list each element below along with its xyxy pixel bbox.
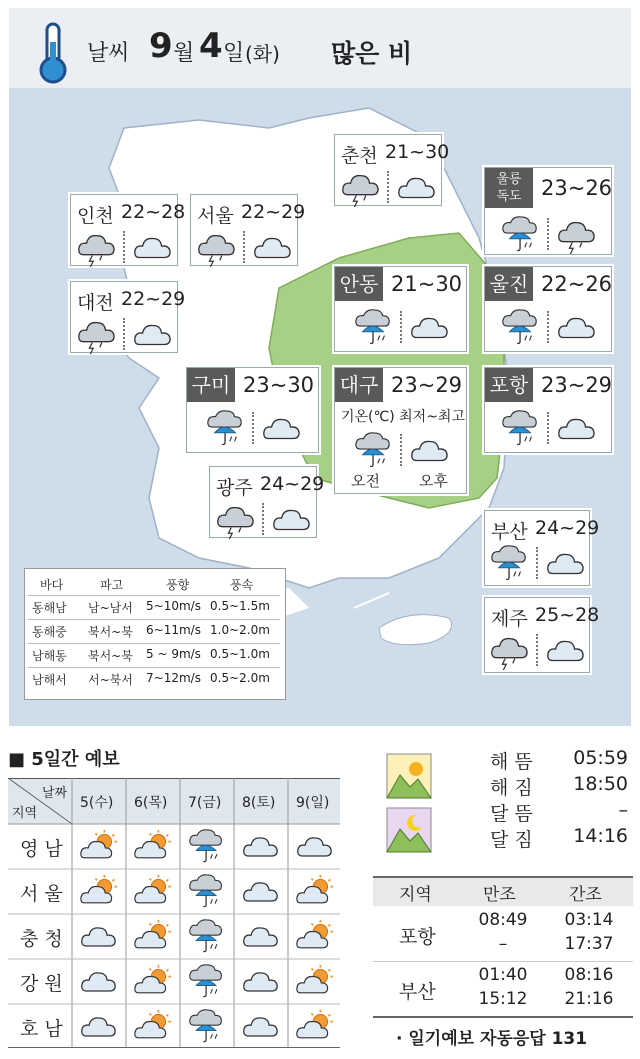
city-card [334, 266, 467, 352]
city-temp: 21~30 [391, 272, 463, 296]
forecast-region-label: 서 울 [20, 883, 63, 905]
tide-low-time: 21:16 [564, 989, 614, 1009]
partly-cloudy-icon [79, 829, 119, 865]
partly-cloudy-icon [295, 1009, 335, 1045]
city-card [334, 134, 450, 206]
footer-phone-service: · 일기예보 자동응답 131 [396, 1029, 588, 1049]
cloudy-icon [270, 501, 314, 539]
cloudy-icon [260, 410, 304, 448]
city-name: 제주 [491, 608, 528, 630]
sun-moon-label: 해 뜸 [490, 751, 533, 773]
cloudy-icon [555, 309, 599, 347]
rain-umbrella-icon [187, 829, 227, 865]
city-card [484, 367, 612, 453]
sea-cell: 0.5~2.0m [210, 671, 270, 685]
partly-cloudy-icon [295, 919, 335, 955]
sea-cell: 동해중 [32, 625, 67, 639]
sea-cell: 0.5~1.5m [210, 599, 270, 613]
rain-umbrella-icon [204, 410, 248, 448]
rain-umbrella-icon [187, 919, 227, 955]
city-temp: 22~26 [541, 272, 613, 296]
tide-low-time: 17:37 [564, 934, 614, 954]
partly-cloudy-icon [79, 874, 119, 910]
city-card [484, 266, 612, 352]
cloudy-rain-icon [555, 216, 599, 254]
city-name: 부산 [491, 521, 528, 543]
cloudy-rain-icon [339, 169, 383, 207]
partly-cloudy-icon [133, 874, 173, 910]
cloudy-icon [241, 829, 281, 865]
cloudy-icon [544, 545, 588, 583]
sunrise-icon [386, 753, 432, 799]
sea-cell: 북서~북 [88, 625, 133, 639]
forecast-region-label: 호 남 [20, 1018, 63, 1040]
forecast-grid-lines [8, 778, 340, 1048]
tide-high-time: 15:12 [478, 989, 528, 1009]
sea-cell: 남~남서 [88, 601, 133, 615]
forecast-day-header: 8(토) [242, 795, 276, 811]
city-card [186, 367, 319, 453]
month-unit: 월 [173, 41, 195, 66]
sea-cell: 서~북서 [88, 673, 133, 687]
tide-region: 포항 [399, 926, 436, 948]
cloudy-icon [79, 964, 119, 1000]
tide-high-time: 08:49 [478, 910, 528, 930]
cloudy-icon [131, 229, 175, 267]
city-temp: 21~30 [385, 141, 450, 163]
tide-table [373, 876, 633, 1016]
city-name-tag: 포항 [485, 368, 533, 402]
thermometer-icon [37, 22, 71, 86]
cloudy-icon [544, 632, 588, 670]
city-name-tag: 구미 [187, 368, 235, 402]
rain-umbrella-icon [488, 545, 532, 583]
rain-umbrella-icon [187, 1009, 227, 1045]
sea-cell: 남해서 [32, 673, 67, 687]
partly-cloudy-icon [295, 874, 335, 910]
day-number: 4 [199, 26, 223, 66]
cloudy-rain-icon [75, 229, 119, 267]
city-card [70, 281, 186, 353]
cloudy-icon [251, 229, 295, 267]
pm-label: 오후 [419, 472, 448, 490]
headline: 많은 비 [331, 39, 413, 68]
city-card [484, 167, 612, 255]
city-card [334, 367, 467, 494]
corner-region-label: 지역 [12, 806, 38, 821]
sea-conditions-table [24, 568, 286, 700]
cloudy-icon [408, 309, 452, 347]
tide-region: 부산 [399, 981, 436, 1003]
city-temp: 25~28 [535, 604, 600, 626]
weather-label: 날씨 [87, 41, 130, 66]
sun-moon-label: 해 짐 [490, 777, 533, 799]
sea-cell: 북서~북 [88, 649, 133, 663]
city-temp: 22~28 [121, 201, 186, 223]
tide-high-time: 01:40 [478, 965, 528, 985]
corner-date-label: 날짜 [42, 786, 68, 801]
five-day-forecast-table [8, 778, 340, 1048]
cloudy-rain-icon [195, 229, 239, 267]
sea-row [28, 643, 280, 663]
forecast-region-label: 강 원 [20, 973, 63, 995]
forecast-day-header: 7(금) [188, 795, 222, 811]
partly-cloudy-icon [133, 829, 173, 865]
city-temp: 22~29 [121, 288, 186, 310]
forecast-title: ■ 5일간 예보 [8, 749, 120, 770]
city-name-tag: 안동 [335, 267, 383, 301]
partly-cloudy-icon [133, 1009, 173, 1045]
forecast-day-header: 5(수) [80, 795, 114, 811]
city-name-tag: 울릉 독도 [485, 168, 533, 208]
tide-header-region: 지역 [399, 885, 432, 905]
sun-moon-time: 14:16 [573, 825, 628, 847]
city-temp: 23~30 [243, 373, 315, 397]
sea-header-wave: 파고 [100, 578, 124, 592]
rain-umbrella-icon [499, 216, 543, 254]
tide-header-high: 만조 [483, 885, 516, 905]
rain-umbrella-icon [499, 410, 543, 448]
city-temp: 23~26 [541, 176, 613, 200]
city-card [190, 194, 306, 266]
tide-low-time: 03:14 [564, 910, 614, 930]
tide-low-time: 08:16 [564, 965, 614, 985]
rain-umbrella-icon [499, 309, 543, 347]
sun-moon-time: – [618, 799, 628, 821]
sea-header-wind-speed: 풍속 [230, 578, 254, 592]
forecast-day-header: 6(목) [134, 795, 168, 811]
sea-row [28, 667, 280, 687]
city-temp: 22~29 [241, 201, 306, 223]
weekday: (화) [245, 42, 280, 66]
cloudy-icon [241, 1009, 281, 1045]
partly-cloudy-icon [133, 919, 173, 955]
cloudy-icon [131, 316, 175, 354]
city-card [484, 597, 600, 673]
forecast-day-header: 9(일) [296, 795, 330, 811]
city-name: 광주 [216, 477, 253, 499]
rain-umbrella-icon [187, 874, 227, 910]
partly-cloudy-icon [133, 964, 173, 1000]
sea-cell: 1.0~2.0m [210, 623, 270, 637]
sea-row [28, 595, 280, 615]
tide-header-low: 간조 [569, 885, 602, 905]
sun-moon-time: 18:50 [573, 773, 628, 795]
sea-cell: 남해동 [32, 649, 67, 663]
forecast-region-label: 충 청 [20, 928, 63, 950]
city-name-tag: 대구 [335, 368, 383, 402]
partly-cloudy-icon [295, 964, 335, 1000]
sea-cell: 7~12m/s [146, 671, 201, 685]
sun-moon-label: 달 짐 [490, 829, 533, 851]
city-card [209, 466, 325, 538]
city-card [484, 510, 600, 586]
city-name: 인천 [77, 205, 114, 227]
cloudy-rain-icon [488, 632, 532, 670]
cloudy-icon [79, 1009, 119, 1045]
sea-header-wind-dir: 풍향 [166, 578, 190, 592]
sea-cell: 0.5~1.0m [210, 647, 270, 661]
rain-umbrella-icon [352, 432, 396, 470]
city-temp: 24~29 [535, 517, 600, 539]
cloudy-icon [295, 829, 335, 865]
city-temp: 24~29 [260, 473, 325, 495]
tide-high-time: – [498, 934, 508, 954]
sea-cell: 동해남 [32, 601, 67, 615]
city-temp: 23~29 [391, 373, 463, 397]
rain-umbrella-icon [352, 309, 396, 347]
rain-umbrella-icon [187, 964, 227, 1000]
city-card [70, 194, 186, 266]
cloudy-icon [395, 169, 439, 207]
sea-cell: 5~10m/s [146, 599, 201, 613]
sea-cell: 6~11m/s [146, 623, 201, 637]
am-label: 오전 [351, 472, 380, 490]
cloudy-icon [241, 919, 281, 955]
sun-moon-time: 05:59 [573, 747, 628, 769]
city-name: 대전 [77, 292, 114, 314]
cloudy-icon [408, 432, 452, 470]
cloudy-icon [79, 919, 119, 955]
cloudy-rain-icon [214, 501, 258, 539]
cloudy-icon [241, 874, 281, 910]
sea-header-row [28, 573, 280, 593]
header-bar [9, 8, 631, 88]
sea-row [28, 619, 280, 639]
forecast-region-label: 영 남 [20, 838, 63, 860]
sun-moon-label: 달 뜸 [490, 803, 533, 825]
city-name-tag: 울진 [485, 267, 533, 301]
moonrise-icon [386, 807, 432, 853]
cloudy-icon [241, 964, 281, 1000]
day-unit: 일 [223, 41, 245, 66]
cloudy-icon [555, 410, 599, 448]
cloudy-rain-icon [75, 316, 119, 354]
month-number: 9 [149, 26, 173, 66]
temp-legend: 기온(℃) 최저~최고 [341, 409, 465, 425]
city-temp: 23~29 [541, 373, 613, 397]
sea-header-sea: 바다 [40, 578, 64, 592]
sea-cell: 5 ~ 9m/s [146, 647, 201, 661]
city-name: 서울 [197, 205, 234, 227]
city-name: 춘천 [341, 145, 378, 167]
